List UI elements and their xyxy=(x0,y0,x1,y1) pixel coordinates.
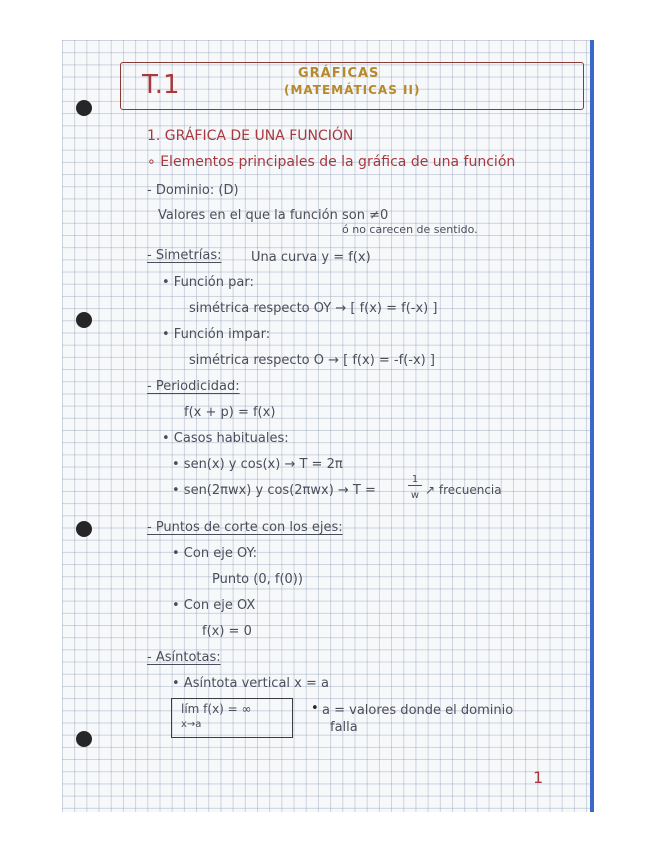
title-line-2: (MATEMÁTICAS II) xyxy=(284,83,421,97)
binder-hole xyxy=(76,312,92,328)
eje-oy-label: • Con eje OY: xyxy=(172,546,258,561)
caso-1: • sen(x) y cos(x) → T = 2π xyxy=(172,457,343,472)
asintota-note-1: a = valores donde el dominio xyxy=(322,703,514,718)
section-heading: 1. GRÁFICA DE UNA FUNCIÓN xyxy=(147,128,354,144)
bullet-mark: • xyxy=(311,701,319,716)
title-line-1: GRÁFICAS xyxy=(298,66,380,81)
eje-ox-label: • Con eje OX xyxy=(172,598,256,613)
dominio-label: - Dominio: (D) xyxy=(147,183,239,198)
binder-hole xyxy=(76,521,92,537)
fraction-numerator: 1 xyxy=(408,474,422,486)
funcion-impar-label: • Función impar: xyxy=(162,327,271,342)
page-number: 1 xyxy=(533,768,544,787)
frecuencia-annotation: ↗ frecuencia xyxy=(425,483,502,497)
binder-hole xyxy=(76,731,92,747)
dominio-line-2: ó no carecen de sentido. xyxy=(342,223,478,236)
periodicidad-label: - Periodicidad: xyxy=(147,379,240,394)
asintota-note-2: falla xyxy=(330,720,358,735)
unit-label: T.1 xyxy=(142,70,180,100)
funcion-par-text: simétrica respecto OY → [ f(x) = f(-x) ] xyxy=(189,301,438,316)
fraction-denominator: w xyxy=(410,490,420,501)
casos-habituales-label: • Casos habituales: xyxy=(162,431,289,446)
limit-top: lím f(x) = ∞ xyxy=(181,702,252,716)
asintota-vertical-label: • Asíntota vertical x = a xyxy=(172,676,329,691)
eje-ox-equation: f(x) = 0 xyxy=(202,624,252,639)
section-subheading: ∘ Elementos principales de la gráfica de una función xyxy=(147,154,516,170)
asintotas-label: - Asíntotas: xyxy=(147,650,221,665)
funcion-par-label: • Función par: xyxy=(162,275,254,290)
eje-oy-point: Punto (0, f(0)) xyxy=(212,572,303,587)
funcion-impar-text: simétrica respecto O → [ f(x) = -f(-x) ] xyxy=(189,353,435,368)
dominio-line-1: Valores en el que la función son ≠0 xyxy=(158,208,389,223)
periodicidad-formula: f(x + p) = f(x) xyxy=(184,405,276,420)
simetrias-label: - Simetrías: xyxy=(147,248,222,263)
caso-2: • sen(2πwx) y cos(2πwx) → T = xyxy=(172,483,376,498)
binder-hole xyxy=(76,100,92,116)
limit-bottom: x→a xyxy=(181,719,202,730)
simetrias-desc: Una curva y = f(x) xyxy=(251,250,371,265)
puntos-corte-label: - Puntos de corte con los ejes: xyxy=(147,520,343,535)
